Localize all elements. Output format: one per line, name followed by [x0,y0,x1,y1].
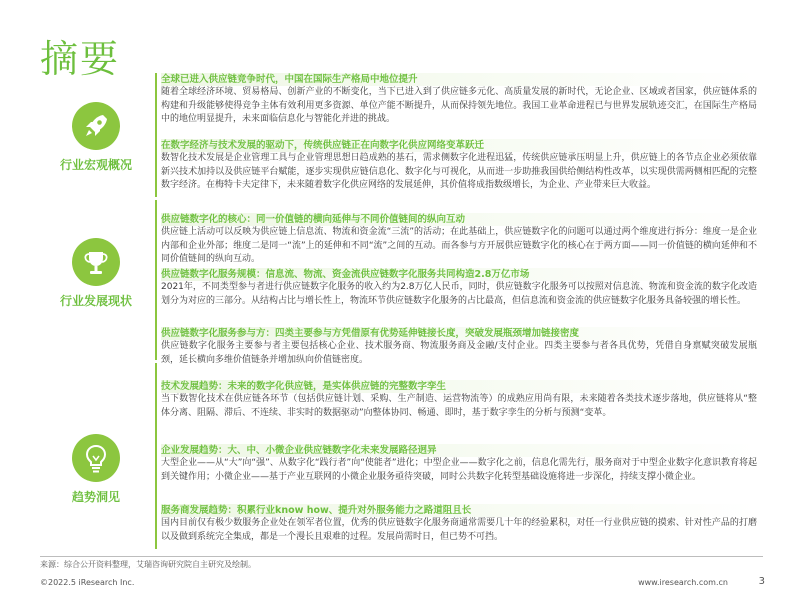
category-trend-insights [40,434,152,505]
section-text: 随着全球经济环境、贸易格局、创新产业的不断变化，当下已进入到了供应链多元化、高质量发展的新时代，无论企业、区域或者国家，供应链体系的构建和升级能够使得竞争主体有效利用更多资源、单位产能不断提升，从而保持领先地位。我国工业革命进程已与世界发展轨迹交汇，在国际生产格局中的地位明显提升，未来面临信息化与智能化并进的挑战。 [161,87,757,124]
rocket-icon [72,102,120,150]
section-heading: 企业发展趋势：大、中、小微企业供应链数字化未来发展路径迥异 [161,444,757,457]
website-link[interactable]: www.iresearch.com.cn [638,578,728,587]
section-text: 国内目前仅有极少数服务企业处在领军者位置，优秀的供应链数字化服务商通常需要几十年的经验累积，对任一行业供应链的摸索、针对性产品的打磨以及做到系统完全集成，都是一个漫长且艰难的过程。发展尚需时日，但已势不可挡。 [161,518,757,542]
section-text: 供应链上活动可以反映为供应链上信息流、物流和资金流“三流”的活动；在此基础上，供应链数字化的问题可以通过两个维度进行拆分：维度一是企业内部和企业外部；维度二是同一“流”上的延伸和不同“流”之间的互动。而各参与方开展供应链数字化的核心在于两方面——同一价值链的横向延伸和不同价值链间的纵向互动。 [161,227,757,264]
section-digital-transformation [161,139,757,193]
section-text: 当下数智化技术在供应链各环节（包括供应链计划、采购、生产制造、运营物流等）的成熟应用尚有限，未来随着各类技术逐步落地，供应链将从“整体分离、阻隔、滞后、不连续、非实时的数据驱动”向整体协同、畅通、即时，基于数字孪生的分析与预测“变革。 [161,394,757,418]
section-core [161,213,757,267]
section-heading: 服务商发展趋势：积累行业know how、提升对外服务能力之路道阻且长 [161,504,757,517]
category-label: 趋势洞见 [71,490,120,504]
category-label: 行业宏观概况 [59,158,132,172]
footer-divider [40,556,763,557]
section-participants [161,327,757,367]
section-provider-trend [161,504,757,544]
section-tech-trend [161,380,757,420]
section-heading: 全球已进入供应链竞争时代，中国在国际生产格局中地位提升 [161,73,757,86]
divider-line [155,200,157,360]
category-macro-overview [40,102,152,173]
section-heading: 在数字经济与技术发展的驱动下，传统供应链正在向数字化供应网络变革跃迁 [161,139,757,152]
trophy-icon [72,238,120,286]
source-note: 来源：综合公开资料整理，艾瑞咨询研究院自主研究及绘制。 [40,560,256,569]
section-market-size [161,268,757,308]
divider-line [155,363,157,549]
category-industry-status [40,238,152,309]
section-text: 大型企业——从“大”向“强”、从数字化“践行者”向“使能者”进化；中型企业——数字化之前，信息化需先行，服务商对于中型企业数字化意识教育将起到关键作用；小微企业——基于产业互联网的小微企业服务亟待突破，同时公共数字化转型基础设施将进一步深化，持续支撑小微企业。 [161,458,757,482]
section-heading: 供应链数字化服务参与方：四类主要参与方凭借原有优势延伸链接长度，突破发展瓶颈增加链接密度 [161,327,757,340]
section-text: 2021年，不同类型参与者进行供应链数字化服务的收入约为2.8万亿人民币，同时，供应链数字化服务可以按照对信息流、物流和资金流的数字化改造划分为对应的三部分。从结构占比与增长性上，物流环节供应链数字化服务的占比最高，但信息流和资金流的供应链数字化服务具备较强的增长性。 [161,282,757,306]
section-global-supply-chain [161,73,757,127]
section-text: 供应链数字化服务主要参与者主要包括核心企业、技术服务商、物流服务商及金融/支付企业。四类主要参与者各具优势，凭借自身禀赋突破发展瓶颈，延长横向多维价值链条并增加纵向价值链密度。 [161,341,757,365]
section-heading: 供应链数字化的核心：同一价值链的横向延伸与不同价值链间的纵向互动 [161,213,757,226]
divider-line [155,73,157,197]
page-title: 摘要 [40,37,121,81]
section-heading: 供应链数字化服务规模：信息流、物流、资金流供应链数字化服务共同构造2.8万亿市场 [161,268,757,281]
lightbulb-icon [72,434,120,482]
section-text: 数智化技术发展是企业管理工具与企业管理思想日趋成熟的基石，需求侧数字化进程迅猛，传统供应链承压明显上升，供应链上的各节点企业必须依靠新兴技术加持以及供应链平台赋能，逐步实现供应链信息化、数字化与可视化，从而进一步助推我国供给侧结构性改革，以实现供需两侧相匹配的完整数字经济。在梅特卡夫定律下，未来随着数字化供应网络的发展延伸，其价值将成指数级增长，为企业、产业带来巨大收益。 [161,153,757,190]
section-heading: 技术发展趋势：未来的数字化供应链，是实体供应链的完整数字孪生 [161,380,757,393]
section-enterprise-trend [161,444,757,484]
category-label: 行业发展现状 [59,294,132,308]
page-number: 3 [758,576,765,587]
copyright: ©2022.5 iResearch Inc. [40,578,135,587]
